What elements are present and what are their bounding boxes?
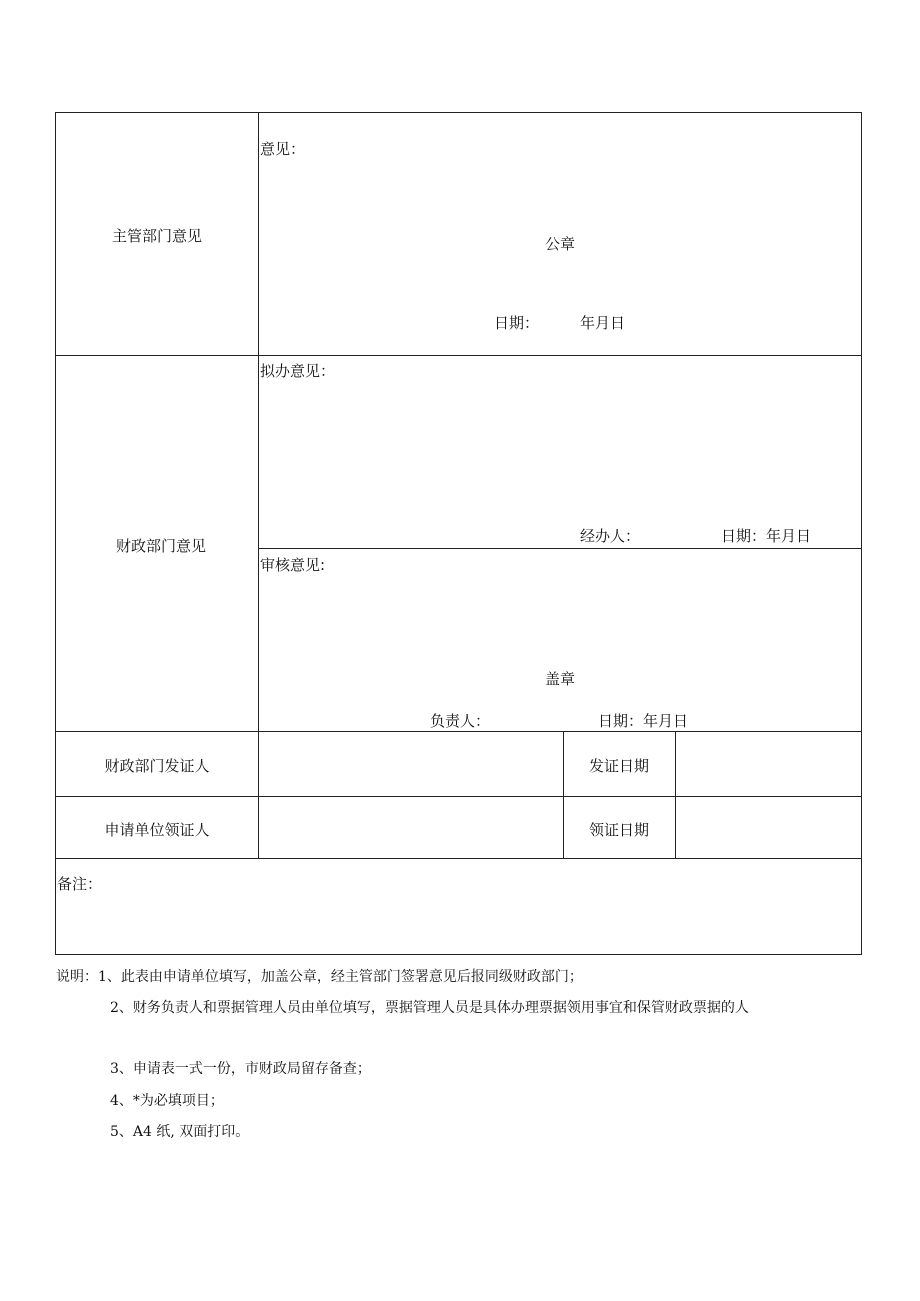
column-divider-date-label-left	[563, 731, 564, 859]
table-border-bottom	[55, 954, 862, 955]
receiver-label: 申请单位领证人	[104, 821, 210, 839]
finance-review-opinion-field: 审核意见:	[260, 556, 326, 574]
row-divider-receiver	[55, 858, 862, 859]
finance-opinion-label: 财政部门意见	[115, 537, 207, 555]
row-divider-finance	[55, 731, 862, 732]
supervisor-seal-label: 公章	[545, 235, 576, 253]
remarks-label: 备注：	[57, 875, 103, 893]
table-border-left	[55, 112, 56, 955]
issuer-label: 财政部门发证人	[104, 757, 210, 775]
note-item-2: 2、财务负责人和票据管理人员由单位填写，票据管理人员是具体办理票据领用事宜和保管财政票据的人	[110, 1000, 749, 1016]
finance-draft-opinion-field: 拟办意见：	[260, 362, 336, 380]
row-divider-finance-inner	[258, 548, 862, 549]
supervisor-opinion-field: 意见：	[260, 140, 306, 158]
row-divider-supervisor	[55, 355, 862, 356]
supervisor-date-unit: 年月日	[580, 314, 626, 332]
column-divider-date-label-right	[675, 731, 676, 859]
issue-date-label: 发证日期	[588, 757, 650, 775]
finance-responsible-date: 日期：年月日	[598, 712, 689, 730]
finance-responsible-label: 负责人：	[430, 712, 491, 730]
finance-handler-date: 日期：年月日	[721, 527, 812, 545]
column-divider-label	[258, 112, 259, 859]
supervisor-opinion-label: 主管部门意见	[111, 227, 203, 245]
table-border-top	[55, 112, 862, 113]
note-item-1: 说明：1、此表由申请单位填写，加盖公章，经主管部门签署意见后报同级财政部门；	[56, 969, 583, 985]
note-item-3: 3、申请表一式一份，市财政局留存备查；	[110, 1061, 371, 1077]
finance-stamp-label: 盖章	[545, 670, 576, 688]
row-divider-issuer	[55, 796, 862, 797]
finance-handler-label: 经办人：	[580, 527, 641, 545]
table-border-right	[861, 112, 862, 955]
note-item-4: 4、*为必填项目；	[110, 1093, 224, 1109]
supervisor-date-label: 日期：	[494, 314, 540, 332]
note-item-5: 5、A4 纸, 双面打印。	[110, 1124, 250, 1140]
receive-date-label: 领证日期	[588, 821, 650, 839]
